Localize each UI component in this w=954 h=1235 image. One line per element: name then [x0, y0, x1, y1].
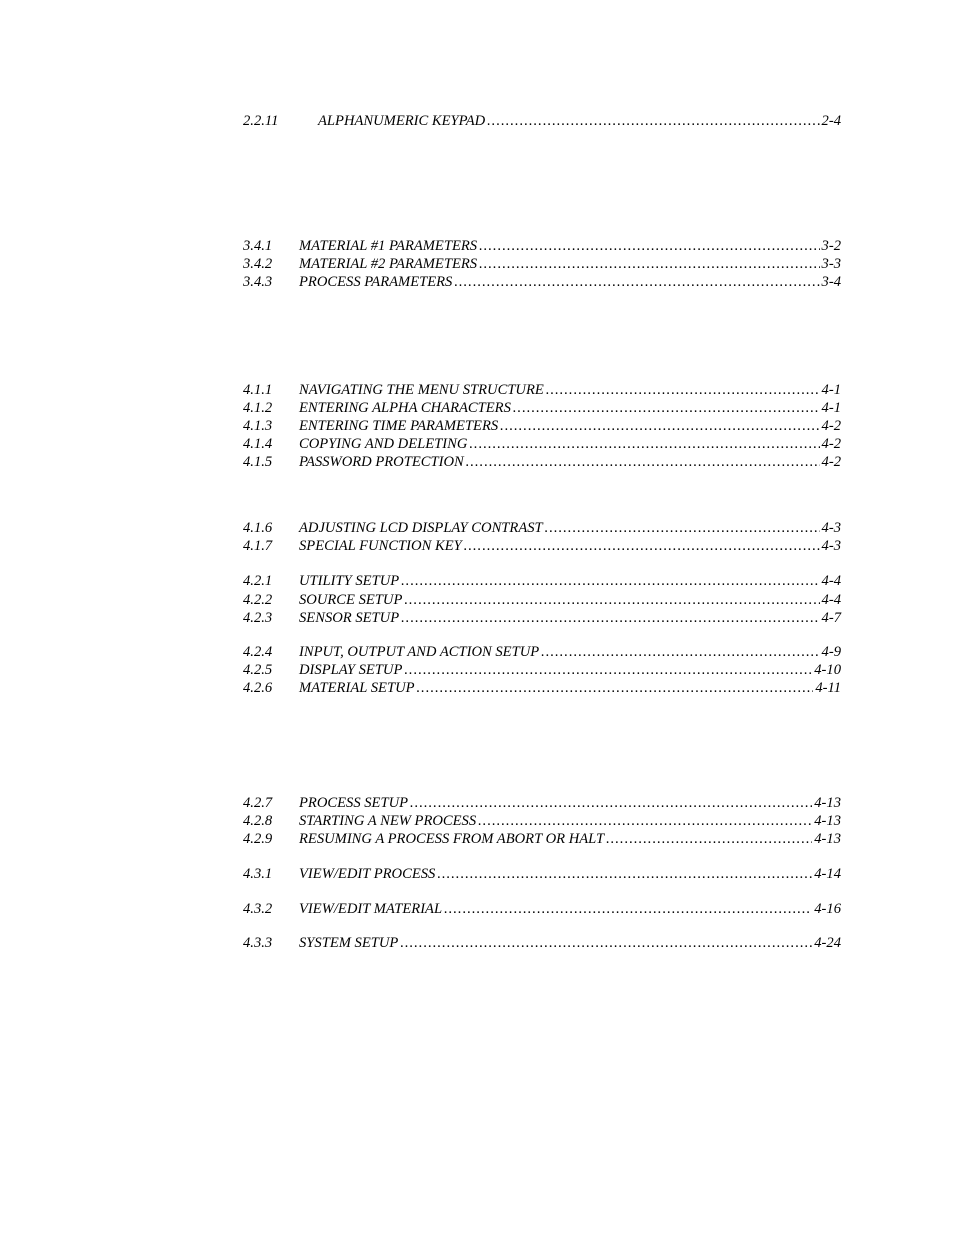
page-number: 4-3	[821, 538, 841, 554]
dot-leader	[400, 934, 812, 952]
dot-leader	[404, 591, 819, 609]
page-number: 3-2	[821, 238, 841, 254]
dot-leader	[410, 794, 812, 812]
page-number: 4-9	[821, 644, 841, 660]
section-number: 3.4.3	[243, 274, 273, 290]
section-title: PROCESS PARAMETERS	[299, 274, 453, 290]
dot-leader	[487, 112, 819, 130]
page-number: 3-4	[821, 274, 841, 290]
section-number: 4.3.2	[243, 901, 273, 917]
page-number: 4-7	[821, 610, 841, 626]
page-number: 4-13	[814, 795, 841, 811]
section-number: 4.2.2	[243, 592, 273, 608]
section-title: VIEW/EDIT PROCESS	[299, 866, 436, 882]
page-number: 4-2	[821, 418, 841, 434]
dot-leader	[464, 537, 820, 555]
page-number: 4-13	[814, 831, 841, 847]
toc-entry[interactable]	[243, 900, 841, 918]
toc-entry[interactable]	[243, 537, 841, 555]
dot-leader	[404, 661, 812, 679]
section-title: UTILITY SETUP	[299, 573, 400, 589]
section-number: 4.2.6	[243, 680, 273, 696]
dot-leader	[545, 519, 820, 537]
section-title: VIEW/EDIT MATERIAL	[299, 901, 443, 917]
section-number: 4.2.7	[243, 795, 273, 811]
page-number: 4-4	[821, 573, 841, 589]
toc-entry[interactable]	[243, 572, 841, 590]
page-number: 4-1	[821, 382, 841, 398]
dot-leader	[479, 255, 819, 273]
section-title: MATERIAL #1 PARAMETERS	[299, 238, 478, 254]
toc-entry[interactable]	[243, 865, 841, 883]
dot-leader	[417, 679, 814, 697]
page-number: 4-11	[815, 680, 841, 696]
section-title: RESUMING A PROCESS FROM ABORT OR HALT	[299, 831, 605, 847]
page-number: 4-16	[814, 901, 841, 917]
section-number: 4.2.4	[243, 644, 273, 660]
section-title: ADJUSTING LCD DISPLAY CONTRAST	[299, 520, 543, 536]
section-number: 4.2.9	[243, 831, 273, 847]
toc-entry[interactable]	[243, 417, 841, 435]
page-number: 4-4	[821, 592, 841, 608]
dot-leader	[479, 237, 819, 255]
section-title: ALPHANUMERIC KEYPAD	[318, 113, 486, 129]
dot-leader	[606, 830, 812, 848]
page-number: 4-2	[821, 436, 841, 452]
section-number: 4.1.1	[243, 382, 273, 398]
section-title: DISPLAY SETUP	[299, 662, 403, 678]
section-title: COPYING AND DELETING	[299, 436, 468, 452]
section-number: 3.4.1	[243, 238, 273, 254]
toc-entry[interactable]	[243, 934, 841, 952]
toc-entry[interactable]	[243, 399, 841, 417]
toc-entry[interactable]	[243, 453, 841, 471]
section-title: SOURCE SETUP	[299, 592, 403, 608]
section-number: 4.2.3	[243, 610, 273, 626]
section-number: 2.2.11	[243, 113, 279, 129]
toc-entry[interactable]	[243, 794, 841, 812]
section-number: 4.2.5	[243, 662, 273, 678]
dot-leader	[454, 273, 819, 291]
toc-entry[interactable]	[243, 812, 841, 830]
section-number: 4.3.1	[243, 866, 273, 882]
page-number: 4-24	[814, 935, 841, 951]
toc-entry[interactable]	[243, 643, 841, 661]
toc-entry[interactable]	[243, 609, 841, 627]
page-number: 4-14	[814, 866, 841, 882]
section-title: STARTING A NEW PROCESS	[299, 813, 477, 829]
dot-leader	[469, 435, 819, 453]
section-number: 3.4.2	[243, 256, 273, 272]
toc-entry[interactable]	[243, 661, 841, 679]
toc-entry[interactable]	[243, 435, 841, 453]
dot-leader	[500, 417, 819, 435]
section-number: 4.2.8	[243, 813, 273, 829]
section-title: ENTERING TIME PARAMETERS	[299, 418, 499, 434]
dot-leader	[401, 572, 819, 590]
dot-leader	[541, 643, 819, 661]
page-number: 4-13	[814, 813, 841, 829]
section-title: PROCESS SETUP	[299, 795, 409, 811]
dot-leader	[513, 399, 820, 417]
section-title: PASSWORD PROTECTION	[299, 454, 464, 470]
dot-leader	[437, 865, 812, 883]
page-number: 4-3	[821, 520, 841, 536]
toc-entry[interactable]	[243, 112, 841, 130]
dot-leader	[401, 609, 819, 627]
section-number: 4.1.4	[243, 436, 273, 452]
dot-leader	[546, 381, 820, 399]
section-number: 4.3.3	[243, 935, 273, 951]
section-title: SENSOR SETUP	[299, 610, 400, 626]
section-title: NAVIGATING THE MENU STRUCTURE	[299, 382, 544, 398]
toc-entry[interactable]	[243, 830, 841, 848]
page-number: 4-1	[821, 400, 841, 416]
section-number: 4.1.3	[243, 418, 273, 434]
page-number: 3-3	[821, 256, 841, 272]
section-title: MATERIAL SETUP	[299, 680, 415, 696]
section-number: 4.2.1	[243, 573, 273, 589]
dot-leader	[466, 453, 820, 471]
toc-entry[interactable]	[243, 519, 841, 537]
section-title: SYSTEM SETUP	[299, 935, 399, 951]
dot-leader	[444, 900, 812, 918]
section-number: 4.1.6	[243, 520, 273, 536]
page-number: 4-10	[814, 662, 841, 678]
toc-entry[interactable]	[243, 237, 841, 255]
section-number: 4.1.7	[243, 538, 273, 554]
section-number: 4.1.5	[243, 454, 273, 470]
dot-leader	[478, 812, 812, 830]
toc-entry[interactable]	[243, 679, 841, 697]
toc-entry[interactable]	[243, 381, 841, 399]
toc-entry[interactable]	[243, 591, 841, 609]
section-title: ENTERING ALPHA CHARACTERS	[299, 400, 511, 416]
section-title: MATERIAL #2 PARAMETERS	[299, 256, 478, 272]
toc-entry[interactable]	[243, 273, 841, 291]
toc-entry[interactable]	[243, 255, 841, 273]
section-number: 4.1.2	[243, 400, 273, 416]
page-number: 2-4	[821, 113, 841, 129]
section-title: INPUT, OUTPUT AND ACTION SETUP	[299, 644, 540, 660]
page-number: 4-2	[821, 454, 841, 470]
section-title: SPECIAL FUNCTION KEY	[299, 538, 462, 554]
